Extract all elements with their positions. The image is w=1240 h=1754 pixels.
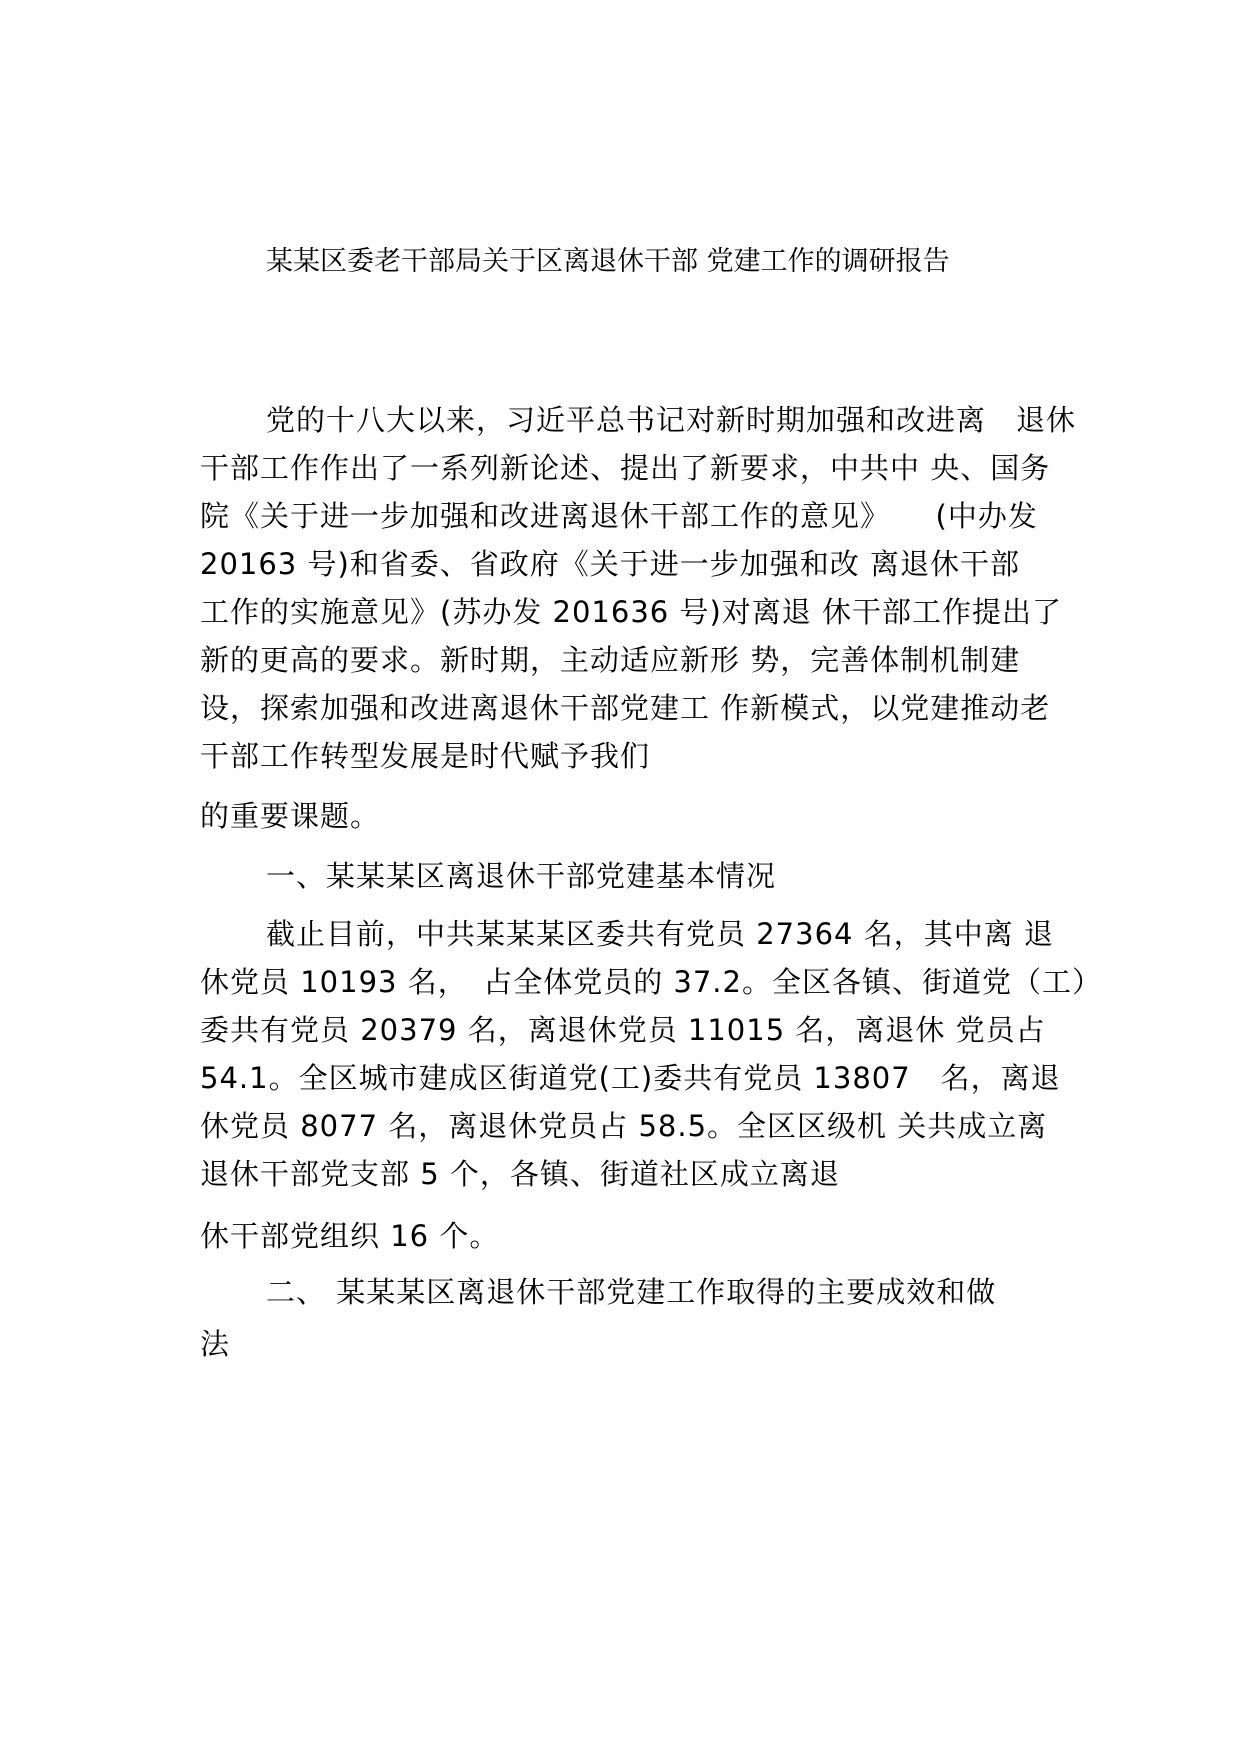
paragraph-line: 休党员 10193 名， 占全体党员的 37.2。全区各镇、街道党（工） (200, 965, 1102, 999)
section-heading-continued: 法 (200, 1327, 231, 1361)
paragraph-line: 新的更高的要求。新时期，主动适应新形 势，完善体制机制建 (200, 643, 1021, 677)
paragraph-line: 党的十八大以来，习近平总书记对新时期加强和改进离 退休 (266, 403, 1077, 437)
paragraph-line: 干部工作转型发展是时代赋予我们 (200, 739, 651, 773)
paragraph-line: 院《关于进一步加强和改进离退休干部工作的意见》 (中办发 (200, 499, 1038, 533)
paragraph-line: 20163 号)和省委、省政府《关于进一步加强和改 离退休干部 (200, 547, 1021, 581)
section-heading: 一、某某某区离退休干部党建基本情况 (266, 859, 777, 893)
paragraph-line: 工作的实施意见》(苏办发 201636 号)对离退 休干部工作提出了 (200, 595, 1062, 629)
paragraph-line: 截止目前，中共某某某区委共有党员 27364 名，其中离 退 (266, 917, 1054, 951)
paragraph-line: 休干部党组织 16 个。 (200, 1219, 500, 1253)
paragraph-line: 干部工作作出了一系列新论述、提出了新要求，中共中 央、国务 (200, 451, 1051, 485)
paragraph-line: 委共有党员 20379 名，离退休党员 11015 名，离退休 党员占 (200, 1013, 1046, 1047)
paragraph-line: 退休干部党支部 5 个，各镇、街道社区成立离退 (200, 1157, 840, 1191)
document-title: 某某区委老干部局关于区离退休干部 党建工作的调研报告 (266, 246, 950, 277)
paragraph-line: 休党员 8077 名，离退休党员占 58.5。全区区级机 关共成立离 (200, 1109, 1048, 1143)
section-heading: 二、 某某某区离退休干部党建工作取得的主要成效和做 (266, 1275, 997, 1309)
paragraph-line: 54.1。全区城市建成区街道党(工)委共有党员 13807 名，离退 (200, 1061, 1061, 1095)
paragraph-line: 的重要课题。 (200, 799, 381, 833)
paragraph-line: 设，探索加强和改进离退休干部党建工 作新模式，以党建推动老 (200, 691, 1051, 725)
